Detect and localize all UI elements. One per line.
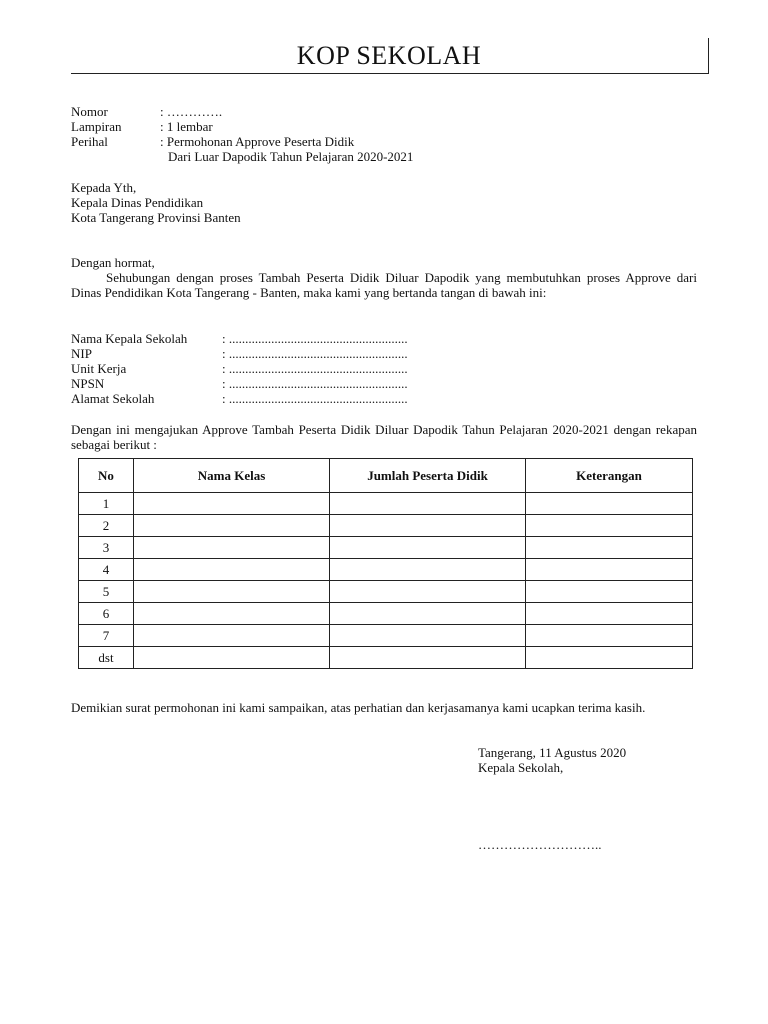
- signature-place-date: Tangerang, 11 Agustus 2020: [478, 745, 627, 760]
- cell-no: 6: [79, 603, 134, 625]
- cell-no: 3: [79, 537, 134, 559]
- salutation: Dengan hormat,: [71, 255, 155, 270]
- cell-keterangan: [526, 603, 693, 625]
- recipient-city: Kota Tangerang Provinsi Banten: [71, 210, 241, 225]
- identity-value: : .......................................................: [222, 346, 408, 361]
- signature-position: Kepala Sekolah,: [478, 760, 564, 775]
- identity-label: NPSN: [71, 376, 105, 391]
- closing-paragraph: Demikian surat permohonan ini kami sampaikan, atas perhatian dan kerjasamanya kami ucapkan terima kasih.: [71, 700, 646, 715]
- cell-jumlah-peserta: [330, 581, 526, 603]
- cell-nama-kelas: [134, 581, 330, 603]
- header-jumlah-peserta: Jumlah Peserta Didik: [330, 459, 526, 493]
- nomor-value: : ………….: [160, 104, 223, 119]
- table-header-row: [79, 459, 693, 493]
- cell-no: 7: [79, 625, 134, 647]
- identity-label: NIP: [71, 346, 92, 361]
- identity-value: : .......................................................: [222, 331, 408, 346]
- header-no: No: [79, 459, 134, 493]
- perihal-value: : Permohonan Approve Peserta Didik: [160, 134, 355, 149]
- cell-keterangan: [526, 647, 693, 669]
- cell-jumlah-peserta: [330, 559, 526, 581]
- cell-jumlah-peserta: [330, 625, 526, 647]
- lampiran-value: : 1 lembar: [160, 119, 213, 134]
- identity-label: Nama Kepala Sekolah: [71, 331, 188, 346]
- table-row: [79, 493, 693, 515]
- cell-no: dst: [79, 647, 134, 669]
- cell-keterangan: [526, 581, 693, 603]
- cell-nama-kelas: [134, 515, 330, 537]
- cell-jumlah-peserta: [330, 647, 526, 669]
- table-row: [79, 647, 693, 669]
- cell-jumlah-peserta: [330, 515, 526, 537]
- recap-table: [78, 458, 693, 669]
- letterhead-edge-line: [708, 38, 709, 74]
- letterhead-divider: [71, 73, 709, 74]
- table-row: [79, 603, 693, 625]
- cell-nama-kelas: [134, 493, 330, 515]
- cell-nama-kelas: [134, 559, 330, 581]
- cell-nama-kelas: [134, 537, 330, 559]
- table-row: [79, 581, 693, 603]
- cell-keterangan: [526, 625, 693, 647]
- nomor-label: Nomor: [71, 104, 108, 119]
- cell-nama-kelas: [134, 603, 330, 625]
- lampiran-label: Lampiran: [71, 119, 122, 134]
- cell-keterangan: [526, 515, 693, 537]
- recipient-office: Kepala Dinas Pendidikan: [71, 195, 204, 210]
- table-row: [79, 515, 693, 537]
- table-row: [79, 537, 693, 559]
- cell-keterangan: [526, 559, 693, 581]
- header-keterangan: Keterangan: [526, 459, 693, 493]
- cell-no: 5: [79, 581, 134, 603]
- letterhead-title: KOP SEKOLAH: [296, 41, 482, 70]
- cell-nama-kelas: [134, 647, 330, 669]
- cell-no: 2: [79, 515, 134, 537]
- identity-value: : .......................................................: [222, 391, 408, 406]
- cell-jumlah-peserta: [330, 537, 526, 559]
- identity-label: Unit Kerja: [71, 361, 127, 376]
- identity-value: : .......................................................: [222, 361, 408, 376]
- perihal-label: Perihal: [71, 134, 108, 149]
- request-paragraph: Dengan ini mengajukan Approve Tambah Peserta Didik Diluar Dapodik Tahun Pelajaran 2020-2021 dengan rekapan sebagai berikut :: [71, 422, 697, 452]
- intro-paragraph: Sehubungan dengan proses Tambah Peserta Didik Diluar Dapodik yang membutuhkan proses Approve dari Dinas Pendidikan Kota Tangerang - Banten, maka kami yang bertanda tangan di bawah ini:: [71, 270, 697, 300]
- cell-no: 1: [79, 493, 134, 515]
- recipient-greeting: Kepada Yth,: [71, 180, 137, 195]
- cell-keterangan: [526, 537, 693, 559]
- signature-name-line: ………………………..: [478, 837, 602, 852]
- cell-jumlah-peserta: [330, 493, 526, 515]
- cell-jumlah-peserta: [330, 603, 526, 625]
- perihal-value-continued: Dari Luar Dapodik Tahun Pelajaran 2020-2021: [168, 149, 414, 164]
- cell-no: 4: [79, 559, 134, 581]
- identity-value: : .......................................................: [222, 376, 408, 391]
- cell-keterangan: [526, 493, 693, 515]
- table-row: [79, 559, 693, 581]
- header-nama-kelas: Nama Kelas: [134, 459, 330, 493]
- cell-nama-kelas: [134, 625, 330, 647]
- identity-label: Alamat Sekolah: [71, 391, 155, 406]
- table-row: [79, 625, 693, 647]
